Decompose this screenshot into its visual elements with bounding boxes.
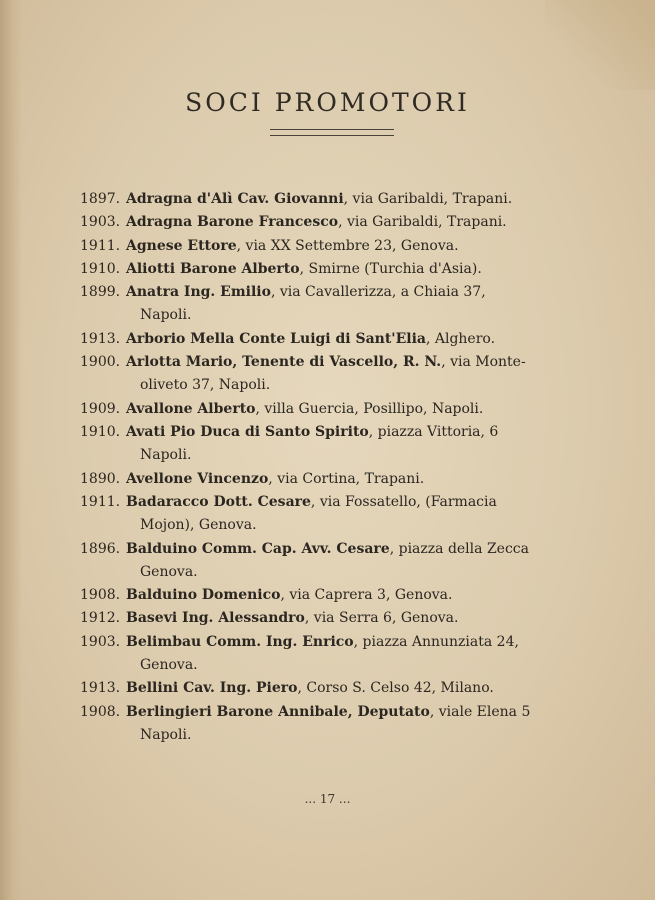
member-year: 1899. (80, 284, 121, 301)
member-address-continuation: Genova. (140, 563, 198, 580)
member-address-continuation: Genova. (140, 656, 198, 673)
member-year: 1913. (80, 330, 121, 347)
member-address: , villa Guercia, Posillipo, Napoli. (255, 400, 484, 417)
member-year: 1897. (80, 191, 121, 207)
member-name: Avellone Vincenzo (126, 470, 269, 487)
member-line (126, 631, 519, 654)
title-rule (270, 129, 394, 136)
member-line (126, 491, 497, 514)
member-address: , piazza Annunziata 24, (353, 633, 519, 650)
member-name: Avallone Alberto (126, 400, 256, 417)
member-name: Avati Pio Duca di Santo Spirito (126, 424, 369, 440)
member-year: 1908. (80, 703, 121, 720)
member-line (126, 468, 424, 491)
member-line (126, 584, 452, 607)
member-name: Anatra Ing. Emilio (126, 284, 271, 301)
member-address: , via Caprera 3, Genova. (280, 587, 453, 604)
member-name: Belimbau Comm. Ing. Enrico (126, 633, 354, 650)
member-address: , piazza della Zecca (389, 540, 529, 557)
member-line (126, 701, 530, 724)
member-line (126, 421, 498, 444)
member-line (126, 677, 494, 700)
member-address-continuation: Napoli. (140, 726, 192, 743)
member-line (126, 211, 507, 234)
member-year: 1911. (80, 493, 121, 510)
member-name: Bellini Cav. Ing. Piero (126, 680, 298, 697)
member-address-continuation: Mojon), Genova. (140, 517, 257, 534)
member-name: Balduino Comm. Cap. Avv. Cesare (126, 540, 390, 557)
member-line (126, 188, 512, 211)
member-address-continuation: Napoli. (140, 307, 192, 324)
member-address: , via Fossatello, (Farmacia (310, 493, 497, 510)
member-name: Basevi Ing. Alessandro (126, 610, 305, 627)
member-year: 1912. (80, 610, 121, 627)
member-address: , via Garibaldi, Trapani. (343, 191, 513, 207)
member-line (126, 538, 529, 561)
member-name: Adragna d'Alì Cav. Giovanni (126, 191, 344, 207)
member-address: , piazza Vittoria, 6 (368, 424, 499, 440)
member-name: Balduino Domenico (126, 587, 281, 604)
member-line (126, 258, 482, 281)
member-year: 1911. (80, 237, 121, 254)
member-line (126, 351, 526, 374)
member-year: 1903. (80, 633, 121, 650)
member-line (126, 398, 483, 421)
member-name: Aliotti Barone Alberto (126, 260, 300, 277)
member-name: Arlotta Mario, Tenente di Vascello, R. N. (126, 354, 442, 371)
member-address: , via Garibaldi, Trapani. (338, 214, 507, 231)
member-line (126, 281, 486, 304)
member-year: 1913. (80, 680, 121, 697)
member-address: , viale Elena 5 (429, 703, 531, 720)
member-name: Berlingieri Barone Annibale, Deputato (126, 703, 430, 720)
member-address: , via Cortina, Trapani. (268, 470, 425, 487)
member-year: 1900. (80, 354, 121, 371)
member-name: Adragna Barone Francesco (126, 214, 339, 231)
member-address: , via Cavallerizza, a Chiaia 37, (270, 284, 486, 301)
member-line (126, 235, 459, 258)
member-name: Agnese Ettore (126, 237, 237, 254)
member-address: , Corso S. Celso 42, Milano. (297, 680, 494, 697)
member-year: 1890. (80, 470, 121, 487)
member-address: , via XX Settembre 23, Genova. (236, 237, 459, 254)
member-address-continuation: Napoli. (140, 447, 192, 464)
member-name: Arborio Mella Conte Luigi di Sant'Elia (126, 330, 426, 347)
member-year: 1908. (80, 587, 121, 604)
member-address: , via Serra 6, Genova. (304, 610, 459, 627)
member-name: Badaracco Dott. Cesare (126, 493, 311, 510)
member-line (126, 328, 495, 351)
member-year: 1909. (80, 400, 121, 417)
member-year: 1896. (80, 540, 121, 557)
page-title: SOCI PROMOTORI (185, 88, 470, 117)
member-line (126, 607, 458, 630)
page-number: ... 17 ... (304, 792, 351, 806)
member-year: 1910. (80, 260, 121, 277)
member-year: 1910. (80, 424, 121, 440)
member-address-continuation: oliveto 37, Napoli. (140, 377, 271, 394)
member-address: , Smirne (Turchia d'Asia). (299, 260, 482, 277)
member-year: 1903. (80, 214, 121, 231)
member-address: , Alghero. (425, 330, 496, 347)
member-address: , via Monte- (441, 354, 526, 371)
